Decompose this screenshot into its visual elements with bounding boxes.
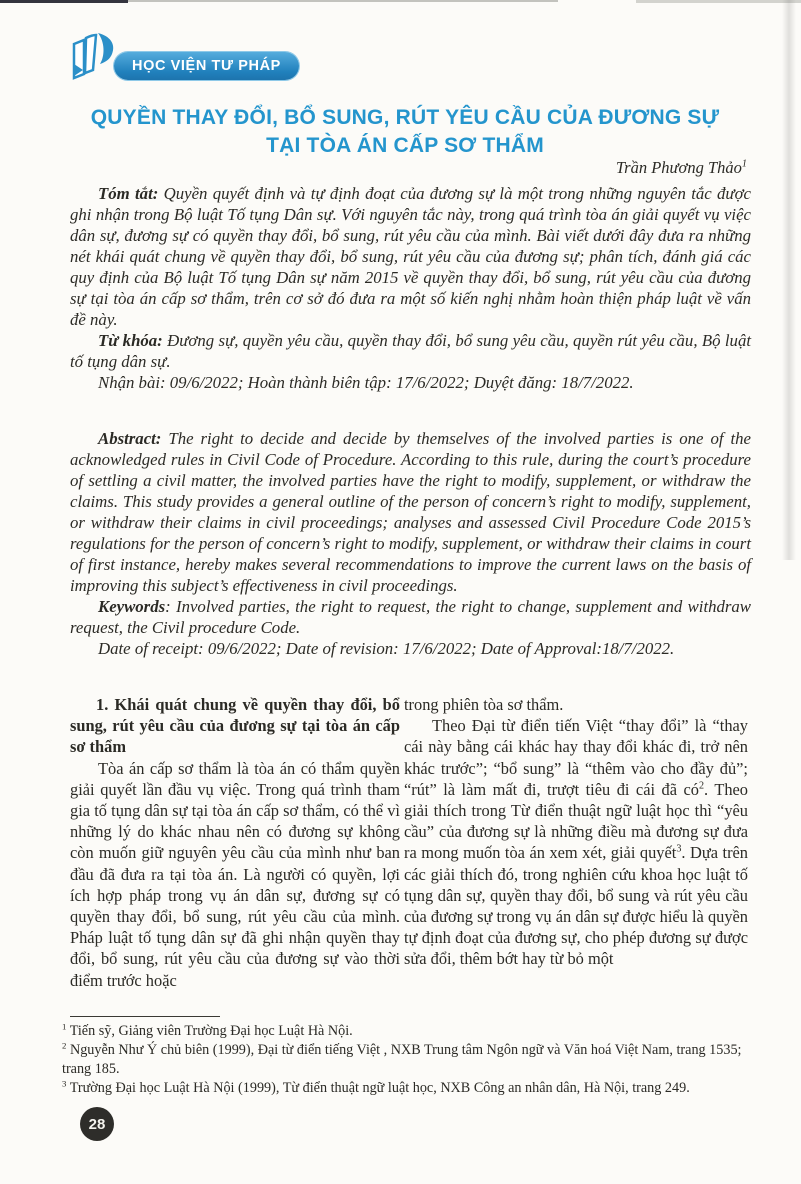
abstract-english-block — [70, 428, 751, 659]
footnote-ref-2: 2 — [698, 780, 705, 792]
abstract-en-paragraph — [70, 428, 751, 596]
body-left-paragraph: Tòa án cấp sơ thẩm là tòa án có thẩm quyền giải quyết lần đầu vụ việc. Trong quá trình tham gia tố tụng dân sự tại tòa án cấp sơ thẩm, có thể vì những lý do khác nhau nên có đương sự không còn muốn giữ nguyên yêu cầu của mình như ban đầu đã đưa ra tại tòa án. Là người có quyền, lợi ích hợp pháp trong vụ án dân sự, đương sự có quyền thay đổi, bổ sung, rút yêu cầu của mình. Pháp luật tố tụng dân sự đã ghi nhận quyền thay đổi, bổ sung, rút yêu cầu của đương sự vào thời điểm trước hoặc — [70, 758, 400, 990]
page-number-label: 28 — [88, 1115, 106, 1133]
academy-logo-icon — [60, 30, 120, 88]
author-footnote-ref: 1 — [741, 158, 747, 170]
scan-artifact-top-grey — [128, 0, 558, 2]
keywords-en-paragraph — [70, 596, 751, 638]
academy-name-label: HỌC VIỆN TƯ PHÁP — [132, 58, 281, 74]
abstract-en-text: The right to decide and decide by themselves of the involved parties is one of the acknowledged rules in Civil Code of Procedure. According to this rule, during the court’s procedure of settling a civil matter, the involved parties have the right to modify, supplement, or withdraw the claims. This study provides a general outline of the person of concern’s right to modify, supplement, or withdraw their claims in civil proceedings; analyses and assessed Civil Procedure Code 2015’s regulations for the person of concern’s right to modify, supplement, or withdraw their claims in court of first instance, hereby makes several recommendations to improve the current laws on the basis of improving this subject’s effectiveness in civil proceedings. — [70, 429, 751, 595]
footnote-3-ref: 3 — [62, 1078, 67, 1089]
scan-artifact-top-dark — [0, 0, 128, 3]
page-number-badge — [80, 1107, 114, 1141]
keywords-en-text: : Involved parties, the right to request, the right to change, supplement and withdraw request, the Civil procedure Code. — [70, 597, 751, 637]
section-1-heading: 1. Khái quát chung về quyền thay đổi, bổ sung, rút yêu cầu của đương sự tại tòa án cấp sơ thẩm — [70, 695, 400, 757]
body-column-right — [404, 694, 748, 970]
body-right-paragraph-1: trong phiên tòa sơ thẩm. — [404, 695, 564, 714]
keywords-vi-paragraph — [70, 330, 751, 372]
scan-artifact-top-light — [636, 0, 801, 3]
academy-name-badge — [114, 52, 299, 80]
abstract-en-label: Abstract: — [98, 429, 162, 448]
article-title — [60, 104, 750, 160]
dates-en-line: Date of receipt: 09/6/2022; Date of revision: 17/6/2022; Date of Approval:18/7/2022. — [98, 639, 675, 658]
dates-vi-line: Nhận bài: 09/6/2022; Hoàn thành biên tập: 17/6/2022; Duyệt đăng: 18/7/2022. — [98, 373, 634, 392]
footnote-3 — [62, 1079, 752, 1098]
footnote-2-ref: 2 — [62, 1040, 67, 1051]
keywords-en-label: Keywords — [98, 597, 166, 616]
footnote-2-text: Nguyễn Như Ý chủ biên (1999), Đại từ điển tiếng Việt , NXB Trung tâm Ngôn ngữ và Văn hoá Việt Nam, trang 1535; trang 185. — [62, 1042, 742, 1077]
footnotes-block — [62, 1022, 752, 1098]
body-right-p2-text-a: Theo Đại từ điển tiến Việt “thay đổi” là “thay cái này bằng cái khác hay thay đổi khác đi, trở nên khác trước”; “bổ sung” là “thêm vào cho đầy đủ”; “rút” là làm mất đi, trượt tiêu đi cái đã có — [404, 716, 748, 799]
body-column-left — [70, 694, 400, 991]
abstract-vi-text: Quyền quyết định và tự định đoạt của đương sự là một trong những nguyên tắc được ghi nhận trong Bộ luật Tố tụng Dân sự. Với nguyên tắc này, trong quá trình tòa án giải quyết vụ việc dân sự, đương sự có quyền thay đổi, bổ sung, rút yêu cầu của mình. Bài viết dưới đây đưa ra những nét khái quát chung về quyền thay đổi, bổ sung, rút yêu cầu của đương sự; phân tích, đánh giá các quy định của Bộ luật Tố tụng Dân sự năm 2015 về quyền thay đổi, bổ sung, rút yêu cầu của đương sự tại tòa án cấp sơ thẩm, trên cơ sở đó đưa ra một số kiến nghị nhằm hoàn thiện pháp luật về vấn đề này. — [70, 184, 751, 329]
article-title-line2: TẠI TÒA ÁN CẤP SƠ THẨM — [266, 134, 544, 158]
keywords-vi-text: Đương sự, quyền yêu cầu, quyền thay đổi, bổ sung yêu cầu, quyền rút yêu cầu, Bộ luật tố tụng dân sự. — [70, 331, 752, 371]
body-right-paragraph-2 — [404, 715, 748, 969]
author-name: Trần Phương Thảo — [615, 158, 742, 177]
scan-artifact-right-shadow — [782, 0, 796, 560]
body-right-p2-text-b: . Theo giải thích trong Từ điển thuật ngữ luật học thì “yêu cầu” của đương sự là những điều mà đương sự đưa ra mong muốn tòa án xem xét, giải quyết — [404, 779, 748, 863]
footnote-3-text: Trường Đại học Luật Hà Nội (1999), Từ điển thuật ngữ luật học, NXB Công an nhân dân, Hà Nội, trang 249. — [66, 1080, 690, 1096]
footnote-1-text: Tiến sỹ, Giảng viên Trường Đại học Luật Hà Nội. — [66, 1023, 353, 1039]
footnote-ref-3: 3 — [676, 843, 682, 855]
author-byline — [616, 158, 747, 178]
footnote-1 — [62, 1022, 752, 1041]
body-right-p2-text-c: . Dựa trên các giải thích đó, trong nghiên cứu khoa học luật tố tụng dân sự, quyền thay đổi, bổ sung và rút yêu cầu của đương sự trong vụ án dân sự được hiểu là quyền tự định đoạt của đương sự, cho phép đương sự được sửa đổi, thêm bớt hay từ bỏ một — [404, 843, 749, 969]
keywords-vi-label: Từ khóa: — [98, 331, 163, 350]
footnote-1-ref: 1 — [62, 1021, 67, 1032]
abstract-vi-paragraph — [70, 183, 751, 330]
abstract-vietnamese-block — [70, 183, 751, 393]
article-title-line1: QUYỀN THAY ĐỔI, BỔ SUNG, RÚT YÊU CẦU CỦA ĐƯƠNG SỰ — [90, 106, 720, 130]
abstract-vi-label: Tóm tắt: — [98, 184, 159, 203]
footnote-2 — [62, 1041, 752, 1079]
footnote-divider — [70, 1016, 220, 1017]
journal-header — [60, 30, 299, 88]
